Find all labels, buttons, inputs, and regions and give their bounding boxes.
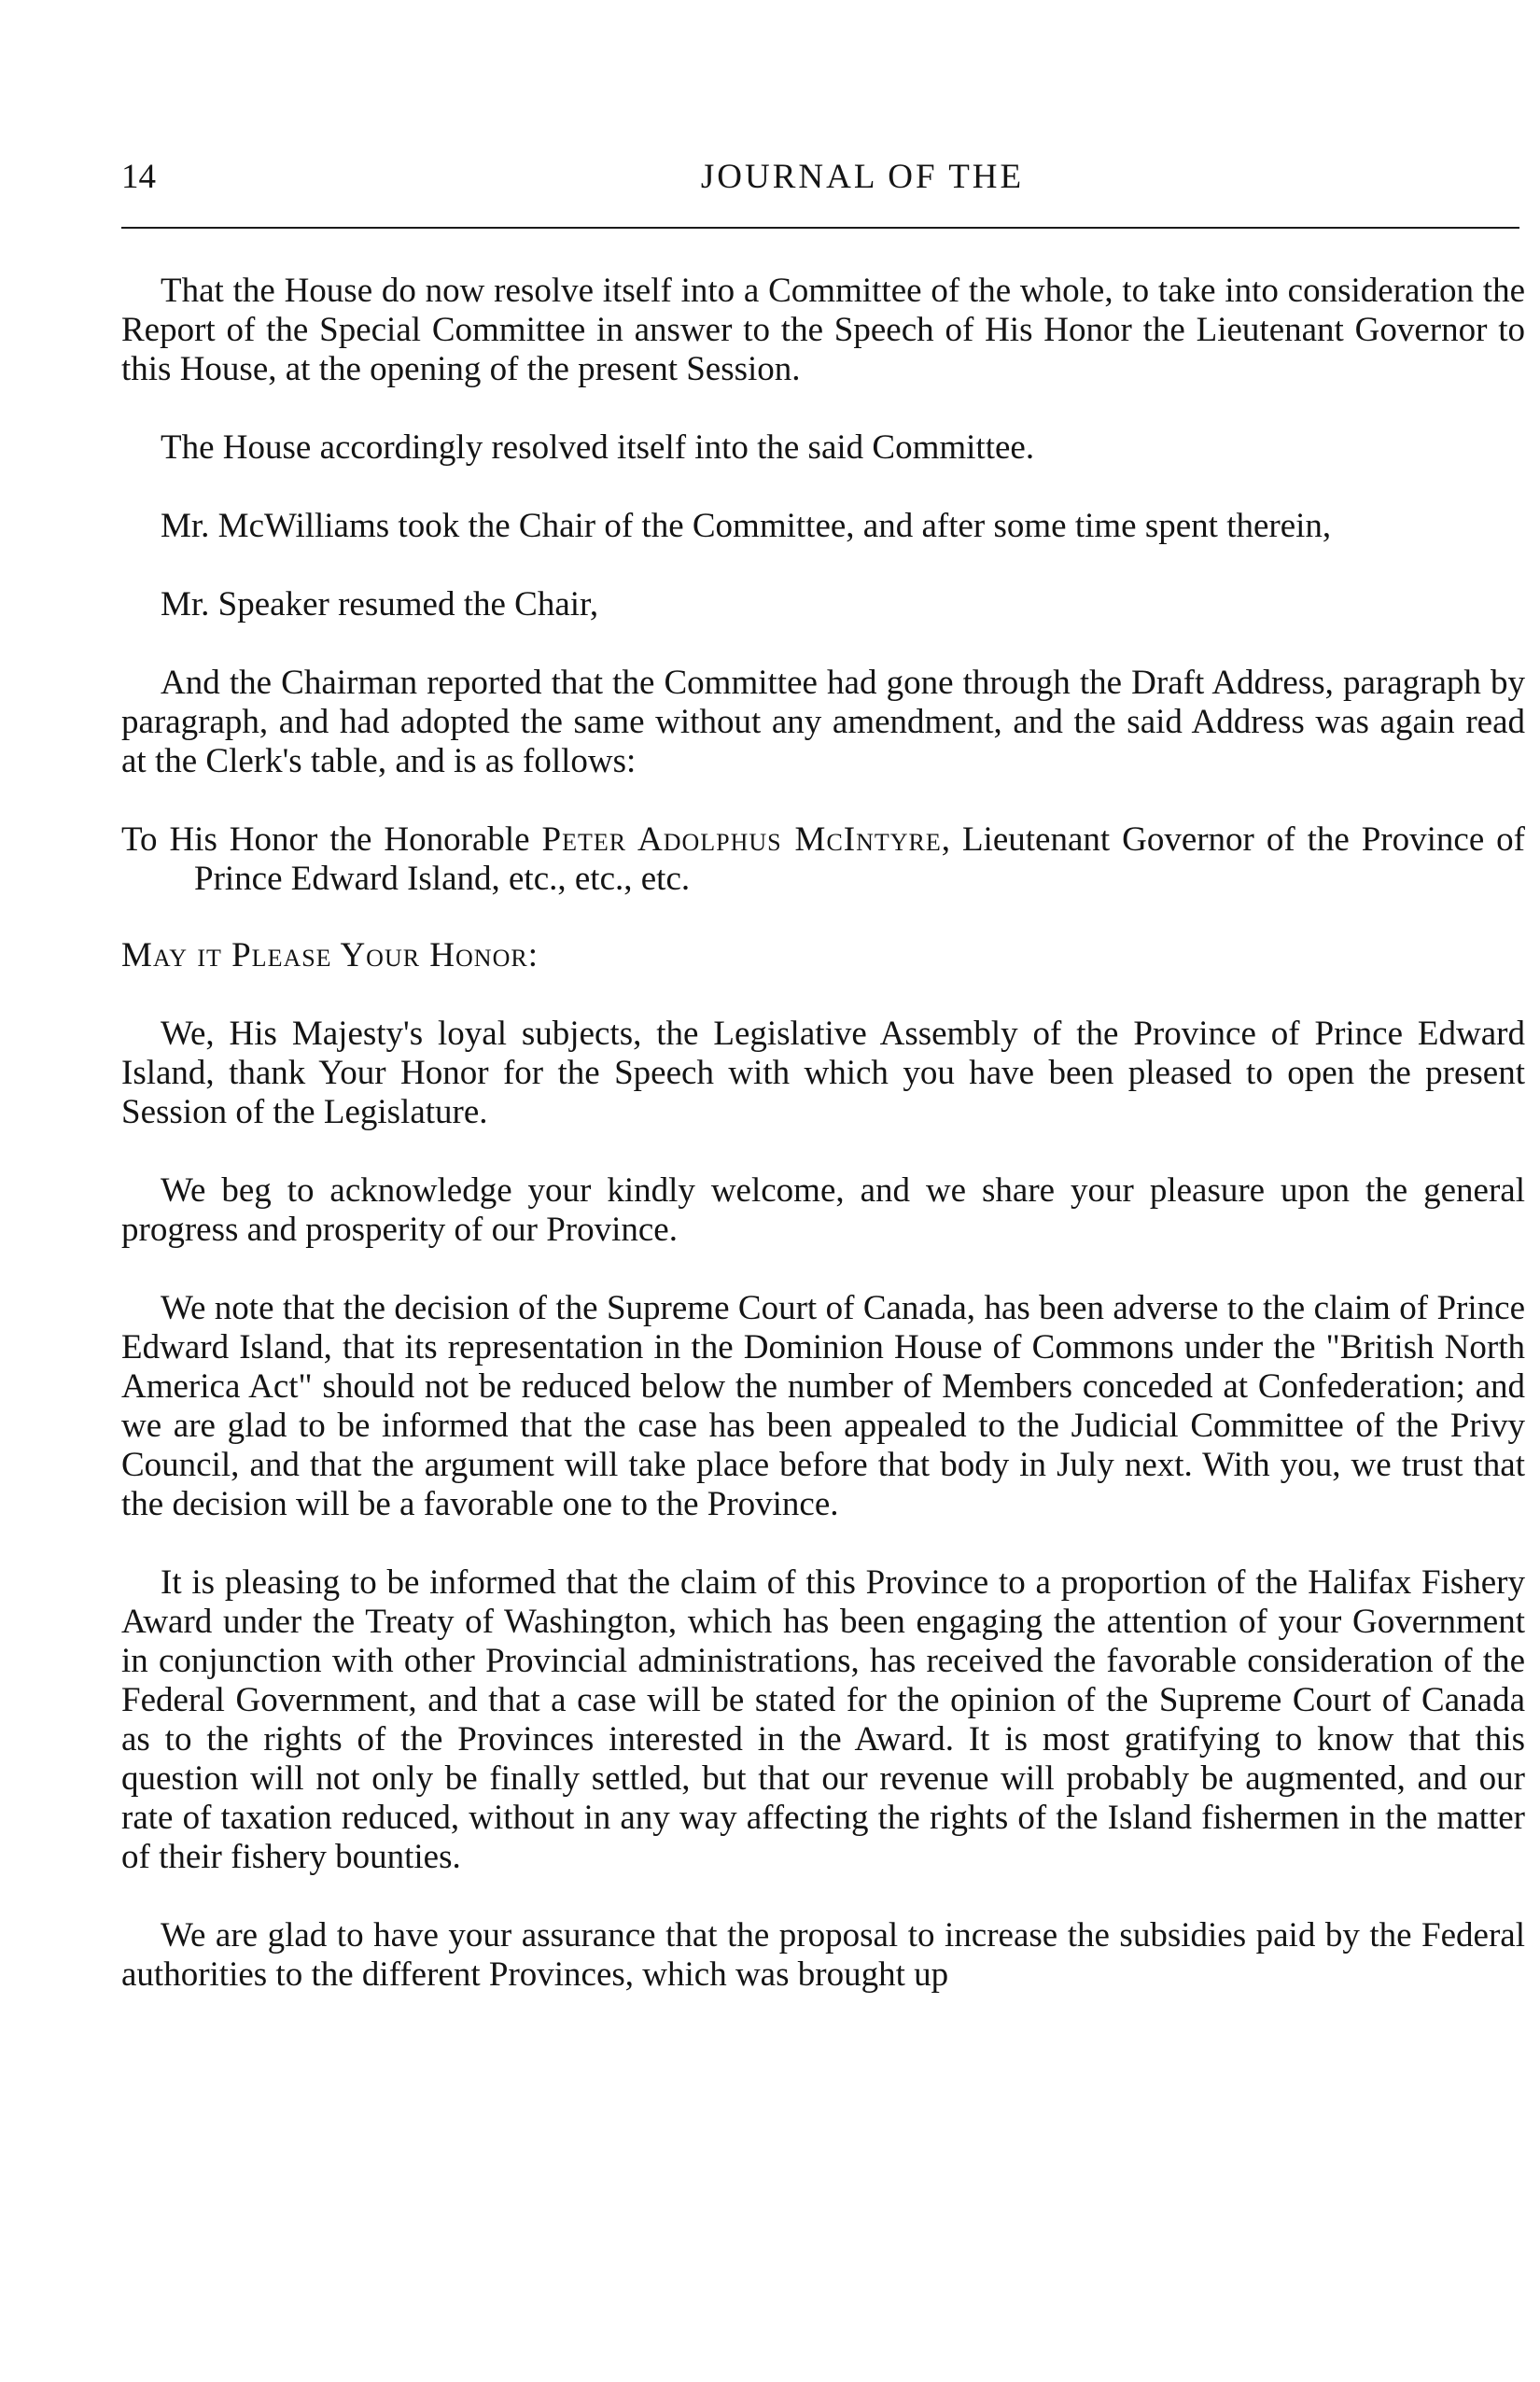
address-paragraph: We, His Majesty's loyal subjects, the Legislative Assembly of the Province of Prince Edward Island, thank Your Honor for the Speech with which you have been pleased to open the present Session of the Legislature. (121, 1015, 1525, 1131)
address-paragraph: We are glad to have your assurance that the proposal to increase the subsidies paid by the Federal authorities to the different Provinces, which was brought up (121, 1916, 1525, 1994)
address-paragraph: It is pleasing to be informed that the claim of this Province to a proportion of the Halifax Fishery Award under the Treaty of Washington, which has been engaging the attention of your Government in conjunction with other Provincial administrations, has received the favorable consideration of the Federal Government, and that a case will be stated for the opinion of the Supreme Court of Canada as to the rights of the Provinces interested in the Award. It is most gratifying to know that this question will not only be finally settled, but that our revenue will probably be augmented, and our rate of taxation reduced, without in any way affecting the rights of the Island fishermen in the matter of their fishery bounties. (121, 1563, 1525, 1876)
chair-taken-paragraph: Mr. McWilliams took the Chair of the Committee, and after some time spent therein, (161, 507, 1332, 545)
header-rule (121, 227, 1519, 229)
house-resolved-paragraph: The House accordingly resolved itself into the said Committee. (161, 428, 1035, 467)
address-recipient (121, 820, 1525, 899)
lieutenant-governor-name: Peter Adolphus McIntyre (541, 820, 942, 859)
address-greeting: May it Please Your Honor: (121, 936, 539, 974)
address-prefix: To His Honor the Honorable (121, 820, 542, 859)
speaker-resumed-paragraph: Mr. Speaker resumed the Chair, (161, 585, 599, 624)
page-header (121, 154, 1521, 201)
journal-body (121, 272, 1525, 2034)
address-paragraph: We beg to acknowledge your kindly welcome, and we share your pleasure upon the general progress and prosperity of our Province. (121, 1171, 1525, 1249)
page-number: 14 (121, 158, 156, 196)
motion-paragraph: That the House do now resolve itself into a Committee of the whole, to take into consideration the Report of the Special Committee in answer to the Speech of His Honor the Lieutenant Governor to this House, at the opening of the present Session. (121, 272, 1525, 388)
address-heading (121, 820, 1525, 899)
running-head: JOURNAL OF THE (700, 158, 1025, 196)
address-suffix: , Lieutenant Governor of the Province of Prince Edward Island, etc., etc., etc. (194, 820, 1525, 898)
address-paragraph: We note that the decision of the Supreme Court of Canada, has been adverse to the claim of Prince Edward Island, that its representation in the Dominion House of Commons under the "British North America Act" should not be reduced below the number of Members conceded at Confederation; and we are glad to be informed that the case has been appealed to the Judicial Committee of the Privy Council, and that the argument will take place before that body in July next. With you, we trust that the decision will be a favorable one to the Province. (121, 1289, 1525, 1523)
chairman-report-paragraph: And the Chairman reported that the Committee had gone through the Draft Address, paragraph by paragraph, and had adopted the same without any amendment, and the said Address was again read at the Clerk's table, and is as follows: (121, 664, 1525, 780)
